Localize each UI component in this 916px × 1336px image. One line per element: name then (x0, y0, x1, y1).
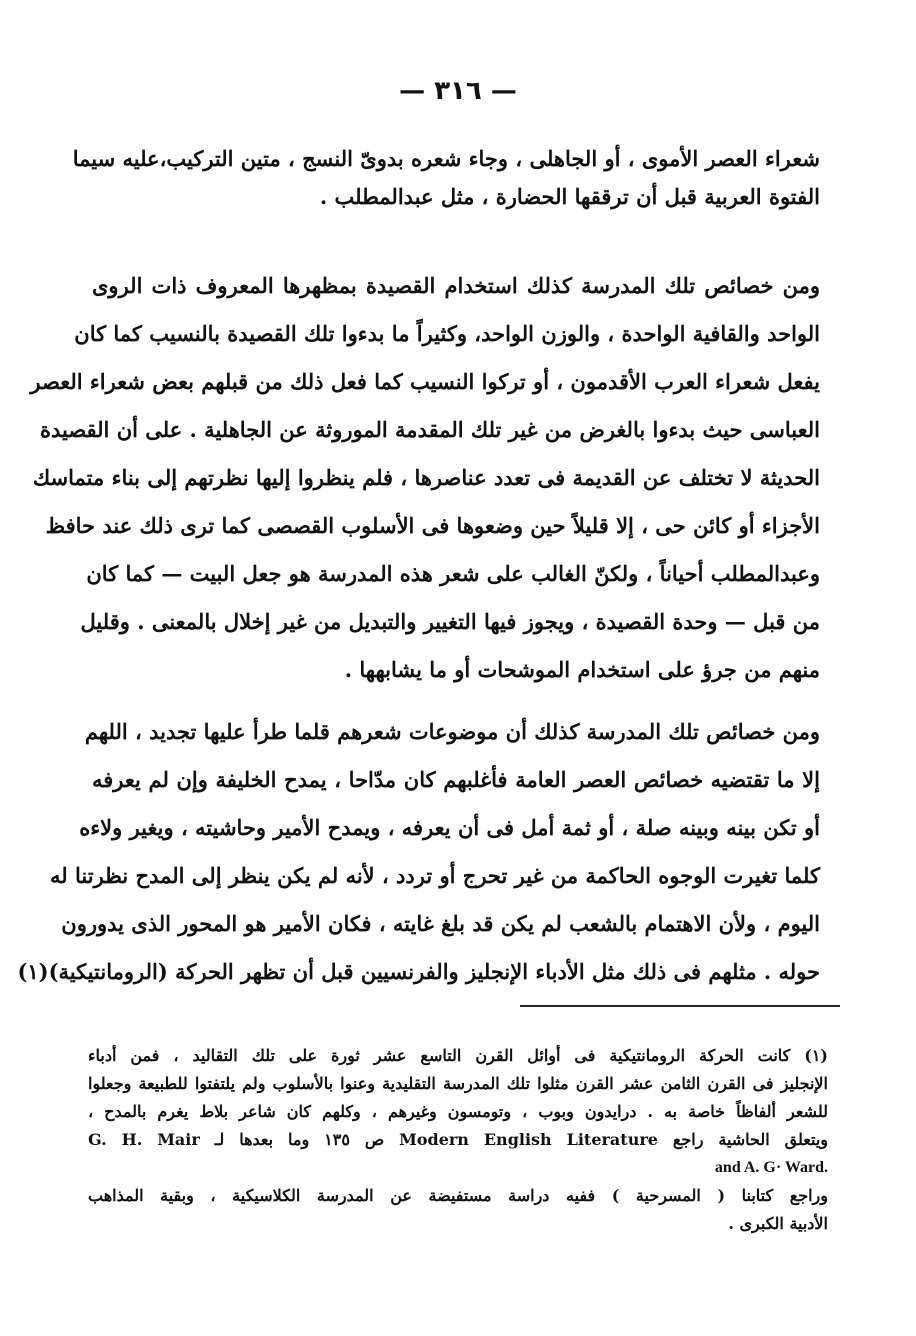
paragraph-line: الفتوة العربية قبل أن ترققها الحضارة ، مثل عبدالمطلب . (319, 184, 820, 209)
paragraph-2 (30, 262, 820, 694)
footnote-line: (١) كانت الحركة الرومانتيكية فى أوائل القرن التاسع عشر ثورة على تلك التقاليد ، فمن أدباء (88, 1046, 828, 1065)
paragraph-line: شعراء العصر الأموى ، أو الجاهلى ، وجاء شعره بدوىّ النسج ، متين التركيب،عليه سيما (72, 146, 820, 171)
paragraph-line: من قبل — وحدة القصيدة ، ويجوز فيها التغيير والتبديل من غير إخلال بالمعنى . وقليل (80, 609, 820, 634)
footnote-line: الإنجليز فى القرن الثامن عشر القرن مثلوا تلك المدرسة التقليدية وعنوا بالأسلوب ولم يلتفتوا للطبيعة وجعلوا (88, 1074, 828, 1093)
paragraph-line: يفعل شعراء العرب الأقدمون ، أو تركوا النسيب كما فعل ذلك من قبلهم بعض شعراء العصر (30, 369, 820, 394)
paragraph-line: حوله . مثلهم فى ذلك مثل الأدباء الإنجليز والفرنسيين قبل أن تظهر الحركة (الرومانتيكية)(١) (17, 959, 820, 984)
paragraph-3 (17, 708, 820, 996)
footnote-line: الأدبية الكبرى . (728, 1214, 828, 1233)
footnote (88, 1042, 828, 1238)
footnote-separator (520, 1005, 840, 1007)
paragraph-line: الواحد والقافية الواحدة ، والوزن الواحد، وكثيراً ما بدءوا تلك القصيدة بالنسيب كما كان (74, 321, 820, 346)
paragraph-line: الحديثة لا تختلف عن القديمة فى تعدد عناصرها ، فلم ينظروا إليها نظرتهم إلى بناء متماسك (32, 465, 820, 490)
footnote-line: وراجع كتابنا ( المسرحية ) ففيه دراسة مستفيضة عن المدرسة الكلاسيكية ، وبقية المذاهب (88, 1186, 828, 1205)
page-number: — ٣١٦ — (399, 76, 517, 106)
paragraph-1 (72, 140, 820, 216)
paragraph-line: إلا ما تقتضيه خصائص العصر العامة فأغلبهم كان مدّاحا ، يمدح الخليفة وإن لم يعرفه (92, 767, 820, 792)
paragraph-line: ومن خصائص تلك المدرسة كذلك أن موضوعات شعرهم قلما طرأ عليها تجديد ، اللهم (84, 719, 820, 744)
paragraph-line: وعبدالمطلب أحياناً ، ولكنّ الغالب على شعر هذه المدرسة هو جعل البيت — كما كان (86, 561, 820, 586)
paragraph-line: منهم من جرؤ على استخدام الموشحات أو ما يشابهها . (344, 657, 820, 682)
footnote-line: and A. G· Ward. (714, 1159, 828, 1176)
paragraph-line: العباسى حيث بدءوا بالغرض من غير تلك المقدمة الموروثة عن الجاهلية . على أن القصيدة (39, 417, 820, 442)
paragraph-line: الأجزاء أو كائن حى ، إلا قليلاً حين وضعوها فى الأسلوب القصصى كما ترى ذلك عند حافظ (45, 513, 820, 538)
footnote-line: ويتعلق الحاشية راجع Modern English Literature ص ١٣٥ وما بعدها لـ G. H. Mair (88, 1130, 829, 1149)
paragraph-line: أو تكن بينه وبينه صلة ، أو ثمة أمل فى أن يعرفه ، ويمدح الأمير وحاشيته ، ويغير ولاءه (79, 815, 820, 840)
paragraph-line: كلما تغيرت الوجوه الحاكمة من غير تحرج أو تردد ، لأنه لم يكن ينظر إلى المدح نظرتنا له (50, 863, 820, 888)
footnote-line: للشعر ألفاظاً خاصة به . درايدون وبوب ، وتومسون وغيرهم ، وكلهم كان شاعر بلاط يغرم بالمدح ، (88, 1102, 829, 1121)
paragraph-line: ومن خصائص تلك المدرسة كذلك استخدام القصيدة بمظهرها المعروف ذات الروى (92, 273, 820, 298)
paragraph-line: اليوم ، ولأن الاهتمام بالشعب لم يكن قد بلغ غايته ، فكان الأمير هو المحور الذى يدورون (61, 911, 820, 936)
